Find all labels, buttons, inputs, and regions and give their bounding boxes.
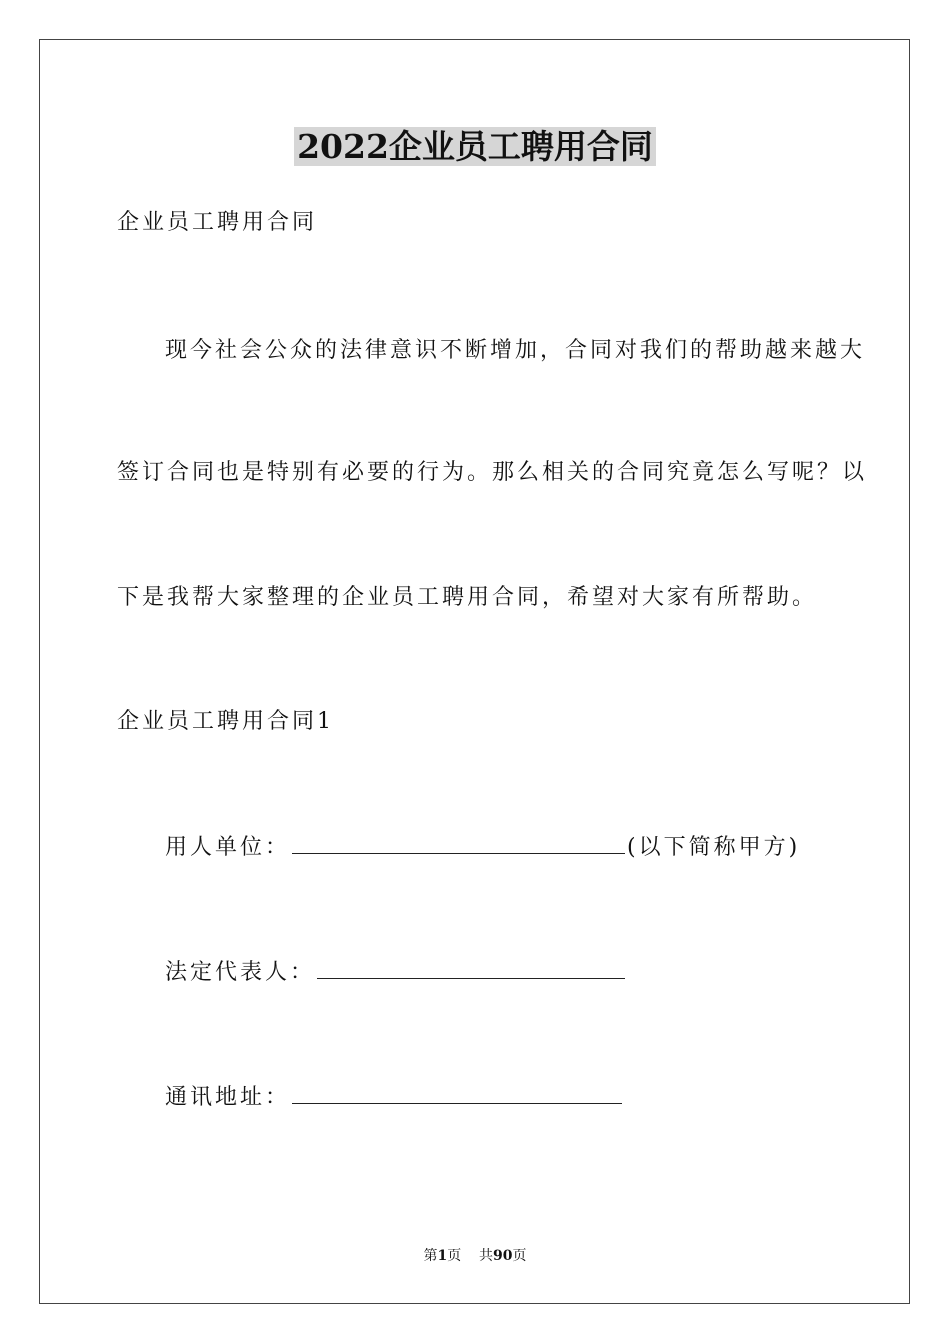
address-field (165, 1081, 624, 1113)
footer-page-number: 1 (437, 1248, 448, 1264)
employer-suffix: (以下简称甲方) (627, 835, 801, 860)
employer-label: 用人单位： (165, 835, 291, 860)
footer-total-unit: 页 (512, 1248, 527, 1264)
footer-total-pages: 90 (493, 1248, 513, 1264)
document-title (0, 125, 950, 169)
intro-line-2: 签订合同也是特别有必要的行为。那么相关的合同究竟怎么写呢？以 (117, 460, 868, 485)
intro-line-3: 下是我帮大家整理的企业员工聘用合同，希望对大家有所帮助。 (117, 585, 818, 610)
footer-page-prefix: 第 (423, 1248, 438, 1264)
section-heading: 企业员工聘用合同1 (117, 709, 334, 734)
employer-field (165, 831, 800, 863)
page-footer (0, 1246, 950, 1266)
address-blank-line (292, 1081, 622, 1104)
document-title-text: 2022企业员工聘用合同 (294, 127, 656, 166)
employer-blank-line (292, 831, 625, 854)
intro-line-1: 现今社会公众的法律意识不断增加，合同对我们的帮助越来越大 (165, 338, 866, 363)
legal-representative-field (165, 956, 627, 988)
legal-representative-blank-line (317, 956, 625, 979)
footer-page-unit: 页 (447, 1248, 462, 1264)
legal-representative-label: 法定代表人： (165, 960, 316, 985)
footer-total-prefix: 共 (479, 1248, 494, 1264)
address-label: 通讯地址： (165, 1085, 291, 1110)
document-subtitle: 企业员工聘用合同 (117, 210, 318, 235)
